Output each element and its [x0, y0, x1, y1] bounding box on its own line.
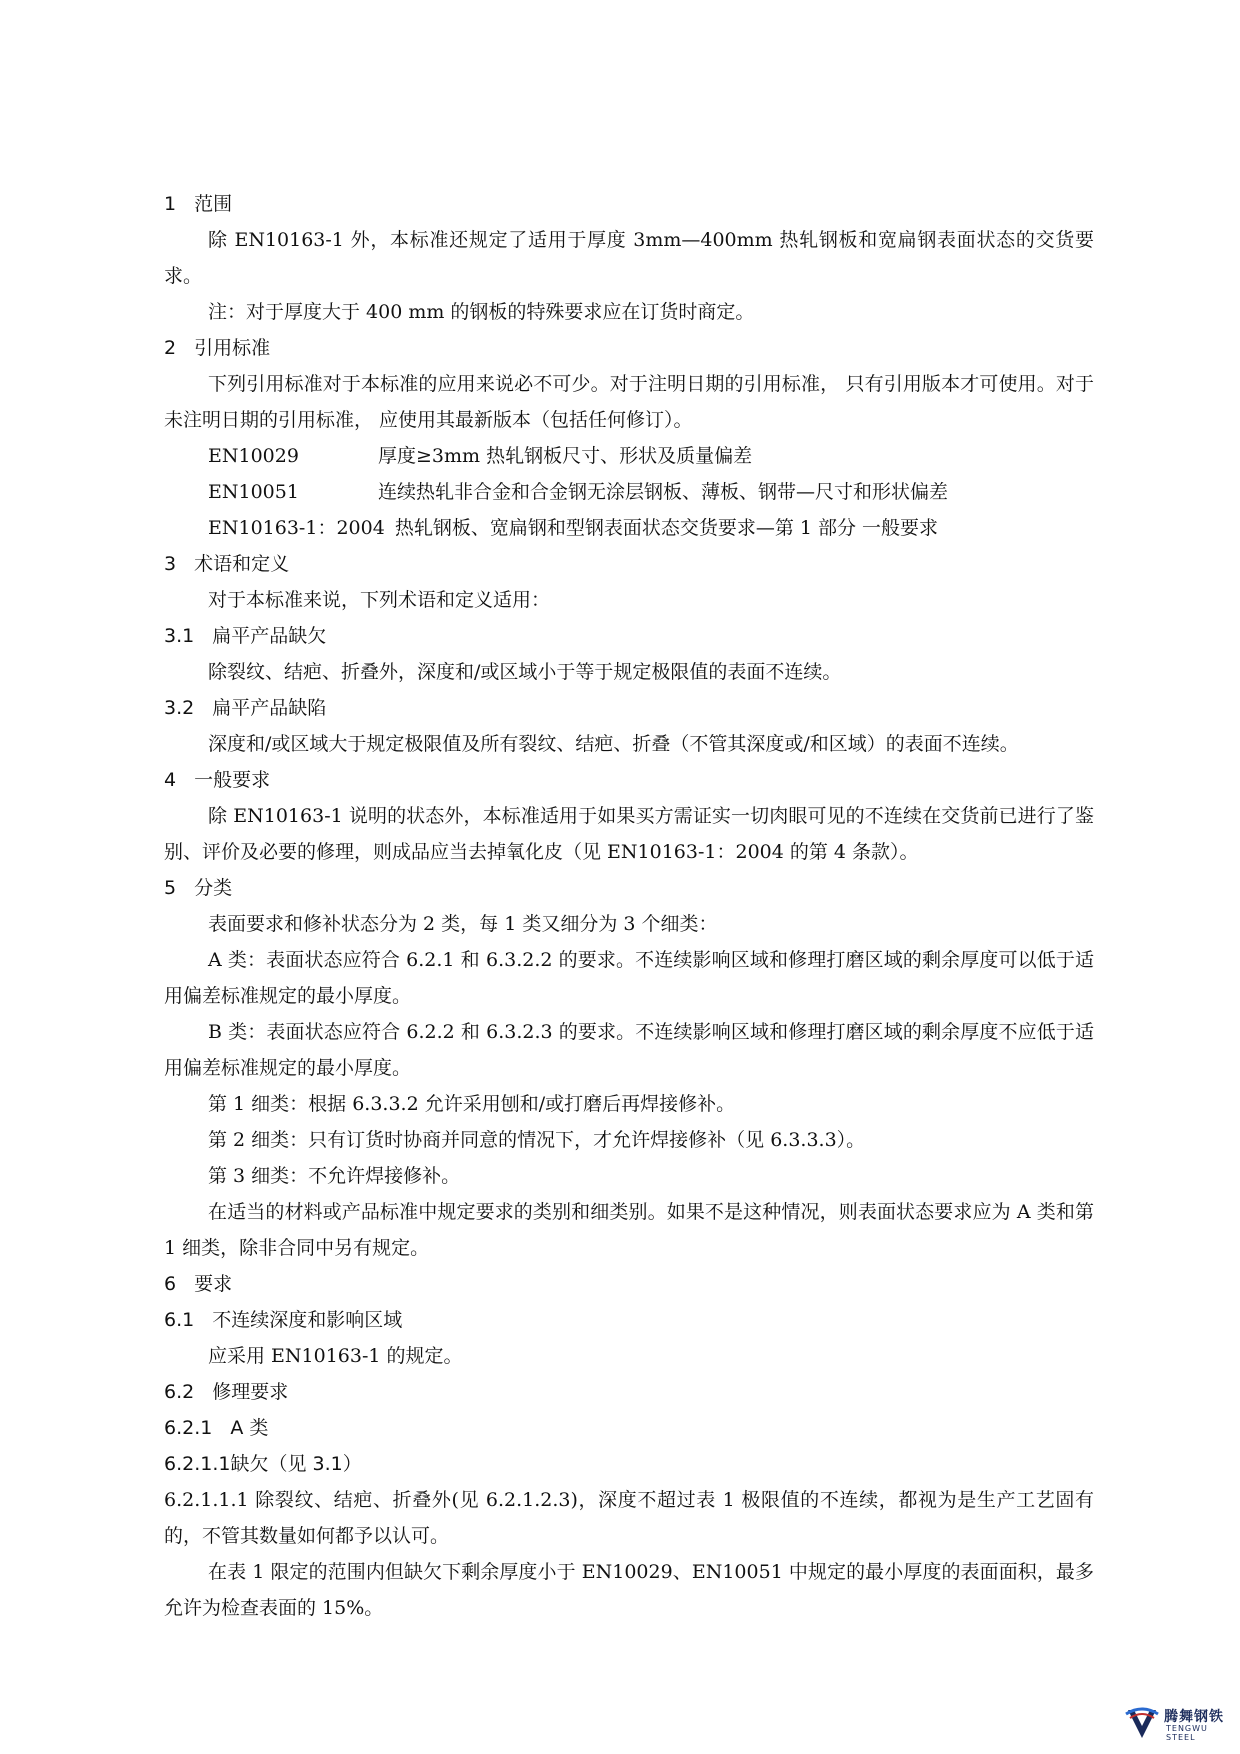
- paragraph: 第 3 细类：不允许焊接修补。: [208, 1165, 461, 1187]
- section-heading-2: 2 引用标准: [164, 337, 271, 359]
- paragraph: 在适当的材料或产品标准中规定要求的类别和细类别。如果不是这种情况，则表面状态要求应为 A 类和第 1 细类，除非合同中另有规定。: [164, 1201, 1094, 1259]
- logo-mark-icon: [1122, 1702, 1162, 1742]
- section-heading-3: 3 术语和定义: [164, 553, 290, 575]
- paragraph: A 类：表面状态应符合 6.2.1 和 6.3.2.2 的要求。不连续影响区域和修理打磨区域的剩余厚度可以低于适用偏差标准规定的最小厚度。: [164, 949, 1094, 1007]
- paragraph: 第 2 细类：只有订货时协商并同意的情况下，才允许焊接修补（见 6.3.3.3）。: [208, 1129, 866, 1151]
- section-heading-6-2-1-1: 6.2.1.1缺欠（见 3.1）: [164, 1453, 362, 1475]
- reference-item: EN10051 连续热轧非合金和合金钢无涂层钢板、薄板、钢带—尺寸和形状偏差: [208, 481, 949, 503]
- document-body: [164, 186, 1094, 1626]
- paragraph: 除 EN10163-1 说明的状态外，本标准适用于如果买方需证实一切肉眼可见的不连续在交货前已进行了鉴别、评价及必要的修理，则成品应当去掉氧化皮（见 EN10163-1：2004 的第 4 条款）。: [164, 805, 1094, 863]
- section-heading-6-1: 6.1 不连续深度和影响区域: [164, 1309, 403, 1331]
- paragraph: 下列引用标准对于本标准的应用来说必不可少。对于注明日期的引用标准， 只有引用版本才可使用。对于未注明日期的引用标准， 应使用其最新版本（包括任何修订）。: [164, 373, 1094, 431]
- section-heading-6-2: 6.2 修理要求: [164, 1381, 289, 1403]
- paragraph: 除裂纹、结疤、折叠外，深度和/或区域小于等于规定极限值的表面不连续。: [208, 661, 842, 683]
- paragraph: 对于本标准来说，下列术语和定义适用：: [208, 589, 551, 611]
- paragraph: 应采用 EN10163-1 的规定。: [208, 1345, 463, 1367]
- paragraph: B 类：表面状态应符合 6.2.2 和 6.3.2.3 的要求。不连续影响区域和修理打磨区域的剩余厚度不应低于适用偏差标准规定的最小厚度。: [164, 1021, 1094, 1079]
- section-heading-1: 1 范围: [164, 193, 233, 215]
- paragraph: 深度和/或区域大于规定极限值及所有裂纹、结疤、折叠（不管其深度或/和区域）的表面不连续。: [208, 733, 1019, 755]
- section-heading-3-2: 3.2 扁平产品缺陷: [164, 697, 327, 719]
- paragraph: 表面要求和修补状态分为 2 类，每 1 类又细分为 3 个细类：: [208, 913, 718, 935]
- section-heading-6: 6 要求: [164, 1273, 233, 1295]
- paragraph: 6.2.1.1.1 除裂纹、结疤、折叠外(见 6.2.1.2.3)，深度不超过表 1 极限值的不连续，都视为是生产工艺固有的，不管其数量如何都予以认可。: [164, 1489, 1094, 1547]
- logo-text-en: TENGWU STEEL: [1166, 1724, 1208, 1742]
- section-heading-4: 4 一般要求: [164, 769, 271, 791]
- paragraph: 第 1 细类：根据 6.3.3.2 允许采用刨和/或打磨后再焊接修补。: [208, 1093, 736, 1115]
- reference-item: EN10163-1：2004 热轧钢板、宽扁钢和型钢表面状态交货要求—第 1 部分 一般要求: [208, 517, 939, 539]
- logo-text-cn: 腾舞钢铁: [1164, 1709, 1224, 1725]
- note: 注：对于厚度大于 400 mm 的钢板的特殊要求应在订货时商定。: [208, 301, 755, 323]
- section-heading-3-1: 3.1 扁平产品缺欠: [164, 625, 327, 647]
- paragraph: 除 EN10163-1 外，本标准还规定了适用于厚度 3mm—400mm 热轧钢板和宽扁钢表面状态的交货要求。: [164, 229, 1094, 287]
- section-heading-5: 5 分类: [164, 877, 233, 899]
- section-heading-6-2-1: 6.2.1 A 类: [164, 1417, 269, 1439]
- company-logo: [1122, 1702, 1232, 1742]
- reference-item: EN10029 厚度≥3mm 热轧钢板尺寸、形状及质量偏差: [208, 445, 753, 467]
- paragraph: 在表 1 限定的范围内但缺欠下剩余厚度小于 EN10029、EN10051 中规定的最小厚度的表面面积，最多允许为检查表面的 15%。: [164, 1561, 1094, 1619]
